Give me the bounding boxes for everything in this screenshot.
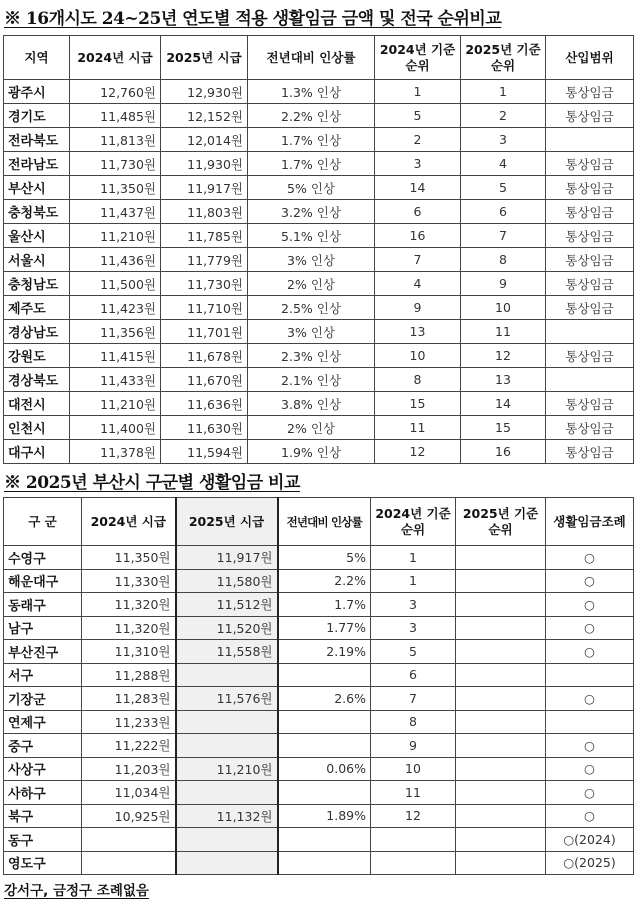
wage-2025 bbox=[176, 734, 278, 758]
wage-scope: 통상임금 bbox=[546, 416, 634, 440]
wage-2024: 11,500원 bbox=[70, 272, 161, 296]
rank-2025: 6 bbox=[461, 200, 546, 224]
region-name: 경기도 bbox=[4, 104, 70, 128]
increase-rate: 1.3% 인상 bbox=[248, 80, 375, 104]
rank-2025: 10 bbox=[461, 296, 546, 320]
wage-2024 bbox=[82, 851, 176, 875]
busan-district-living-wage-table bbox=[3, 497, 634, 875]
region-name: 강원도 bbox=[4, 344, 70, 368]
district-name: 사하구 bbox=[4, 781, 82, 805]
increase-rate bbox=[278, 663, 371, 687]
rank-2025: 5 bbox=[461, 176, 546, 200]
rank-2025 bbox=[456, 828, 546, 852]
wage-2025: 11,917원 bbox=[161, 176, 248, 200]
regional-living-wage-table bbox=[3, 35, 634, 464]
increase-rate: 1.7% 인상 bbox=[248, 128, 375, 152]
wage-2025: 11,710원 bbox=[161, 296, 248, 320]
region-name: 인천시 bbox=[4, 416, 70, 440]
district-name: 영도구 bbox=[4, 851, 82, 875]
rank-2024: 8 bbox=[371, 710, 456, 734]
region-name: 부산시 bbox=[4, 176, 70, 200]
increase-rate: 1.9% 인상 bbox=[248, 440, 375, 464]
wage-2025: 11,594원 bbox=[161, 440, 248, 464]
table-row bbox=[4, 416, 634, 440]
rank-2024: 1 bbox=[371, 546, 456, 570]
table-row bbox=[4, 804, 634, 828]
increase-rate: 2.1% 인상 bbox=[248, 368, 375, 392]
increase-rate: 1.7% bbox=[278, 593, 371, 617]
region-name: 전라남도 bbox=[4, 152, 70, 176]
region-name: 울산시 bbox=[4, 224, 70, 248]
ordinance-status bbox=[546, 710, 634, 734]
rank-2025 bbox=[456, 546, 546, 570]
wage-2024: 11,485원 bbox=[70, 104, 161, 128]
table-row bbox=[4, 200, 634, 224]
wage-2024: 11,283원 bbox=[82, 687, 176, 711]
wage-2024: 11,203원 bbox=[82, 757, 176, 781]
ordinance-status: ○ bbox=[546, 616, 634, 640]
ordinance-status: ○ bbox=[546, 804, 634, 828]
wage-scope: 통상임금 bbox=[546, 344, 634, 368]
increase-rate bbox=[278, 851, 371, 875]
wage-2024: 11,350원 bbox=[70, 176, 161, 200]
increase-rate: 2% 인상 bbox=[248, 416, 375, 440]
wage-2025: 11,779원 bbox=[161, 248, 248, 272]
wage-2025: 12,014원 bbox=[161, 128, 248, 152]
increase-rate: 3% 인상 bbox=[248, 320, 375, 344]
table-row bbox=[4, 546, 634, 570]
wage-scope bbox=[546, 368, 634, 392]
ordinance-status: ○ bbox=[546, 546, 634, 570]
wage-2024: 11,400원 bbox=[70, 416, 161, 440]
district-name: 동래구 bbox=[4, 593, 82, 617]
rank-2024: 7 bbox=[371, 687, 456, 711]
table-row bbox=[4, 640, 634, 664]
rank-2024: 11 bbox=[375, 416, 461, 440]
table-row bbox=[4, 616, 634, 640]
increase-rate: 2% 인상 bbox=[248, 272, 375, 296]
wage-2025: 11,558원 bbox=[176, 640, 278, 664]
region-name: 대전시 bbox=[4, 392, 70, 416]
increase-rate bbox=[278, 781, 371, 805]
wage-2024: 11,356원 bbox=[70, 320, 161, 344]
wage-2025: 11,576원 bbox=[176, 687, 278, 711]
wage-2025 bbox=[176, 828, 278, 852]
wage-2024: 11,222원 bbox=[82, 734, 176, 758]
ordinance-status: ○ bbox=[546, 734, 634, 758]
table-row bbox=[4, 128, 634, 152]
rank-2025 bbox=[456, 710, 546, 734]
increase-rate bbox=[278, 734, 371, 758]
district-name: 중구 bbox=[4, 734, 82, 758]
wage-2025 bbox=[176, 710, 278, 734]
region-name: 경상남도 bbox=[4, 320, 70, 344]
wage-scope: 통상임금 bbox=[546, 440, 634, 464]
wage-2024: 11,423원 bbox=[70, 296, 161, 320]
wage-2024: 11,034원 bbox=[82, 781, 176, 805]
district-name: 북구 bbox=[4, 804, 82, 828]
rank-2025 bbox=[456, 734, 546, 758]
ordinance-status: ○ bbox=[546, 687, 634, 711]
increase-rate: 3.2% 인상 bbox=[248, 200, 375, 224]
rank-2024: 1 bbox=[371, 569, 456, 593]
wage-2024: 10,925원 bbox=[82, 804, 176, 828]
rank-2025 bbox=[456, 663, 546, 687]
rank-2024: 9 bbox=[371, 734, 456, 758]
wage-scope: 통상임금 bbox=[546, 152, 634, 176]
increase-rate: 2.2% bbox=[278, 569, 371, 593]
rank-2025: 4 bbox=[461, 152, 546, 176]
table-row bbox=[4, 80, 634, 104]
table-row bbox=[4, 734, 634, 758]
wage-2024: 11,233원 bbox=[82, 710, 176, 734]
rank-2025 bbox=[456, 757, 546, 781]
table2-title: ※ 2025년 부산시 구군별 생활임금 비교 bbox=[4, 473, 300, 493]
wage-2024: 11,210원 bbox=[70, 224, 161, 248]
header-wage-2025: 2025년 시급 bbox=[176, 498, 278, 546]
increase-rate: 2.5% 인상 bbox=[248, 296, 375, 320]
footnote-no-ordinance: 강서구, 금정구 조례없음 bbox=[4, 883, 149, 899]
header-wage-2024: 2024년 시급 bbox=[82, 498, 176, 546]
district-name: 수영구 bbox=[4, 546, 82, 570]
wage-scope: 통상임금 bbox=[546, 296, 634, 320]
rank-2025: 7 bbox=[461, 224, 546, 248]
rank-2025: 15 bbox=[461, 416, 546, 440]
rank-2024: 6 bbox=[371, 663, 456, 687]
header-increase-rate: 전년대비 인상률 bbox=[248, 36, 375, 80]
wage-2025 bbox=[176, 851, 278, 875]
wage-2025: 11,803원 bbox=[161, 200, 248, 224]
table-row bbox=[4, 296, 634, 320]
rank-2025: 14 bbox=[461, 392, 546, 416]
wage-2025: 11,678원 bbox=[161, 344, 248, 368]
rank-2025: 1 bbox=[461, 80, 546, 104]
rank-2024: 10 bbox=[371, 757, 456, 781]
wage-scope: 통상임금 bbox=[546, 176, 634, 200]
wage-2025: 11,636원 bbox=[161, 392, 248, 416]
wage-2024: 11,320원 bbox=[82, 593, 176, 617]
wage-scope: 통상임금 bbox=[546, 104, 634, 128]
header-rank-2025: 2025년 기준 순위 bbox=[456, 498, 546, 546]
rank-2024: 14 bbox=[375, 176, 461, 200]
table1-title: ※ 16개시도 24~25년 연도별 적용 생활임금 금액 및 전국 순위비교 bbox=[4, 9, 502, 29]
wage-2025: 11,512원 bbox=[176, 593, 278, 617]
wage-2024: 11,730원 bbox=[70, 152, 161, 176]
rank-2025: 16 bbox=[461, 440, 546, 464]
table-row bbox=[4, 320, 634, 344]
rank-2025 bbox=[456, 593, 546, 617]
rank-2025: 12 bbox=[461, 344, 546, 368]
rank-2024: 12 bbox=[375, 440, 461, 464]
table-row bbox=[4, 392, 634, 416]
rank-2025 bbox=[456, 687, 546, 711]
increase-rate: 2.19% bbox=[278, 640, 371, 664]
table-row bbox=[4, 828, 634, 852]
rank-2024: 3 bbox=[371, 593, 456, 617]
rank-2024: 3 bbox=[375, 152, 461, 176]
header-increase-rate: 전년대비 인상률 bbox=[278, 498, 371, 546]
table-row bbox=[4, 757, 634, 781]
rank-2024: 4 bbox=[375, 272, 461, 296]
wage-2025: 11,917원 bbox=[176, 546, 278, 570]
rank-2024: 11 bbox=[371, 781, 456, 805]
header-district: 구 군 bbox=[4, 498, 82, 546]
rank-2024 bbox=[371, 828, 456, 852]
wage-2024: 11,330원 bbox=[82, 569, 176, 593]
rank-2024: 15 bbox=[375, 392, 461, 416]
rank-2024: 7 bbox=[375, 248, 461, 272]
region-name: 충청남도 bbox=[4, 272, 70, 296]
wage-2024: 11,350원 bbox=[82, 546, 176, 570]
region-name: 전라북도 bbox=[4, 128, 70, 152]
increase-rate: 5% 인상 bbox=[248, 176, 375, 200]
wage-2025: 11,520원 bbox=[176, 616, 278, 640]
table-row bbox=[4, 272, 634, 296]
wage-scope: 통상임금 bbox=[546, 200, 634, 224]
wage-2024: 12,760원 bbox=[70, 80, 161, 104]
rank-2024: 5 bbox=[375, 104, 461, 128]
wage-2025: 11,730원 bbox=[161, 272, 248, 296]
increase-rate: 2.6% bbox=[278, 687, 371, 711]
rank-2024: 2 bbox=[375, 128, 461, 152]
table-header-row bbox=[4, 36, 634, 80]
district-name: 기장군 bbox=[4, 687, 82, 711]
increase-rate: 1.89% bbox=[278, 804, 371, 828]
table-row bbox=[4, 687, 634, 711]
wage-scope: 통상임금 bbox=[546, 224, 634, 248]
district-name: 동구 bbox=[4, 828, 82, 852]
ordinance-status: ○ bbox=[546, 569, 634, 593]
increase-rate: 1.7% 인상 bbox=[248, 152, 375, 176]
table-row bbox=[4, 851, 634, 875]
table-row bbox=[4, 781, 634, 805]
table-row bbox=[4, 344, 634, 368]
header-wage-2024: 2024년 시급 bbox=[70, 36, 161, 80]
table-row bbox=[4, 248, 634, 272]
header-rank-2024: 2024년 기준 순위 bbox=[371, 498, 456, 546]
table-row bbox=[4, 710, 634, 734]
rank-2024: 13 bbox=[375, 320, 461, 344]
rank-2024: 9 bbox=[375, 296, 461, 320]
rank-2024: 3 bbox=[371, 616, 456, 640]
wage-scope: 통상임금 bbox=[546, 272, 634, 296]
table-row bbox=[4, 368, 634, 392]
table-header-row bbox=[4, 498, 634, 546]
increase-rate: 5.1% 인상 bbox=[248, 224, 375, 248]
rank-2024: 12 bbox=[371, 804, 456, 828]
region-name: 충청북도 bbox=[4, 200, 70, 224]
wage-2024: 11,433원 bbox=[70, 368, 161, 392]
rank-2025 bbox=[456, 569, 546, 593]
district-name: 서구 bbox=[4, 663, 82, 687]
rank-2025: 13 bbox=[461, 368, 546, 392]
rank-2024: 8 bbox=[375, 368, 461, 392]
ordinance-status: ○ bbox=[546, 640, 634, 664]
rank-2025 bbox=[456, 781, 546, 805]
increase-rate: 5% bbox=[278, 546, 371, 570]
wage-2024: 11,288원 bbox=[82, 663, 176, 687]
table-row bbox=[4, 224, 634, 248]
district-name: 사상구 bbox=[4, 757, 82, 781]
table-row bbox=[4, 663, 634, 687]
header-rank-2024: 2024년 기준 순위 bbox=[375, 36, 461, 80]
header-region: 지역 bbox=[4, 36, 70, 80]
wage-2025: 11,785원 bbox=[161, 224, 248, 248]
wage-2024 bbox=[82, 828, 176, 852]
rank-2025: 11 bbox=[461, 320, 546, 344]
rank-2025: 9 bbox=[461, 272, 546, 296]
table-row bbox=[4, 104, 634, 128]
ordinance-status: ○(2025) bbox=[546, 851, 634, 875]
increase-rate bbox=[278, 710, 371, 734]
increase-rate: 2.2% 인상 bbox=[248, 104, 375, 128]
table-row bbox=[4, 440, 634, 464]
wage-2025 bbox=[176, 781, 278, 805]
wage-2025: 11,580원 bbox=[176, 569, 278, 593]
ordinance-status: ○(2024) bbox=[546, 828, 634, 852]
wage-scope: 통상임금 bbox=[546, 248, 634, 272]
wage-2025: 11,210원 bbox=[176, 757, 278, 781]
rank-2025: 8 bbox=[461, 248, 546, 272]
district-name: 해운대구 bbox=[4, 569, 82, 593]
region-name: 서울시 bbox=[4, 248, 70, 272]
wage-scope bbox=[546, 128, 634, 152]
rank-2024: 5 bbox=[371, 640, 456, 664]
district-name: 연제구 bbox=[4, 710, 82, 734]
region-name: 대구시 bbox=[4, 440, 70, 464]
increase-rate: 2.3% 인상 bbox=[248, 344, 375, 368]
header-wage-2025: 2025년 시급 bbox=[161, 36, 248, 80]
header-rank-2025: 2025년 기준 순위 bbox=[461, 36, 546, 80]
region-name: 경상북도 bbox=[4, 368, 70, 392]
wage-2025: 11,670원 bbox=[161, 368, 248, 392]
wage-2024: 11,813원 bbox=[70, 128, 161, 152]
ordinance-status: ○ bbox=[546, 593, 634, 617]
increase-rate: 1.77% bbox=[278, 616, 371, 640]
table-row bbox=[4, 593, 634, 617]
wage-2025: 12,152원 bbox=[161, 104, 248, 128]
rank-2025: 3 bbox=[461, 128, 546, 152]
wage-2024: 11,320원 bbox=[82, 616, 176, 640]
increase-rate: 3.8% 인상 bbox=[248, 392, 375, 416]
wage-2025: 11,701원 bbox=[161, 320, 248, 344]
wage-2024: 11,310원 bbox=[82, 640, 176, 664]
increase-rate: 0.06% bbox=[278, 757, 371, 781]
region-name: 제주도 bbox=[4, 296, 70, 320]
header-scope: 산입범위 bbox=[546, 36, 634, 80]
wage-scope: 통상임금 bbox=[546, 392, 634, 416]
wage-2025: 12,930원 bbox=[161, 80, 248, 104]
increase-rate: 3% 인상 bbox=[248, 248, 375, 272]
rank-2025 bbox=[456, 851, 546, 875]
wage-2025: 11,132원 bbox=[176, 804, 278, 828]
ordinance-status: ○ bbox=[546, 781, 634, 805]
rank-2024: 6 bbox=[375, 200, 461, 224]
rank-2024: 1 bbox=[375, 80, 461, 104]
wage-2024: 11,436원 bbox=[70, 248, 161, 272]
wage-scope: 통상임금 bbox=[546, 80, 634, 104]
increase-rate bbox=[278, 828, 371, 852]
rank-2025: 2 bbox=[461, 104, 546, 128]
rank-2024 bbox=[371, 851, 456, 875]
rank-2025 bbox=[456, 616, 546, 640]
table-row bbox=[4, 152, 634, 176]
wage-2025: 11,630원 bbox=[161, 416, 248, 440]
wage-2024: 11,378원 bbox=[70, 440, 161, 464]
table-row bbox=[4, 176, 634, 200]
wage-2024: 11,437원 bbox=[70, 200, 161, 224]
wage-2024: 11,415원 bbox=[70, 344, 161, 368]
rank-2025 bbox=[456, 804, 546, 828]
wage-2024: 11,210원 bbox=[70, 392, 161, 416]
region-name: 광주시 bbox=[4, 80, 70, 104]
table-row bbox=[4, 569, 634, 593]
ordinance-status bbox=[546, 663, 634, 687]
rank-2024: 10 bbox=[375, 344, 461, 368]
ordinance-status: ○ bbox=[546, 757, 634, 781]
header-ordinance: 생활임금조례 bbox=[546, 498, 634, 546]
rank-2024: 16 bbox=[375, 224, 461, 248]
wage-2025 bbox=[176, 663, 278, 687]
district-name: 부산진구 bbox=[4, 640, 82, 664]
district-name: 남구 bbox=[4, 616, 82, 640]
wage-scope bbox=[546, 320, 634, 344]
wage-2025: 11,930원 bbox=[161, 152, 248, 176]
rank-2025 bbox=[456, 640, 546, 664]
